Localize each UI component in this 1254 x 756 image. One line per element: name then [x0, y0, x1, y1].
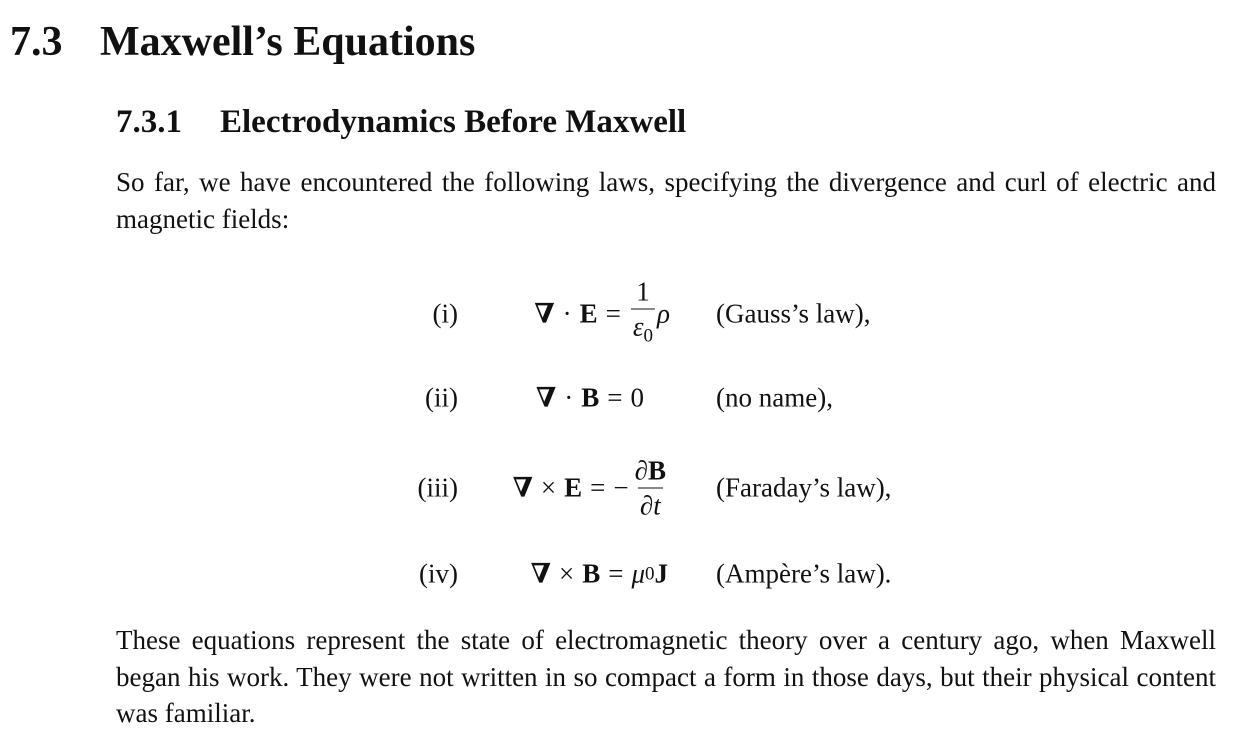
intro-paragraph: So far, we have encountered the following laws, specifying the divergence and curl of electric and magnetic fields: [116, 167, 1216, 234]
equation-label: (iv) [419, 558, 458, 589]
subscript: 0 [645, 563, 655, 584]
subsection-title: Electrodynamics Before Maxwell [220, 104, 687, 140]
equals-sign: = [605, 298, 621, 329]
cross-operator: × [558, 558, 575, 589]
outro-paragraph: These equations represent the state of electromagnetic theory over a century ago, when Maxwell began his work. They were not written in so compact a form in those days, but their physical content was familiar. [116, 625, 1216, 728]
rho-symbol: ρ [657, 298, 670, 329]
rhs-value: 0 [630, 382, 644, 413]
equation-label: (iii) [417, 472, 458, 503]
equation-label: (ii) [425, 382, 458, 413]
fraction-numerator [633, 456, 668, 488]
subscript: 0 [643, 325, 654, 347]
field-symbol: E [564, 472, 583, 503]
equation-label: (i) [432, 298, 458, 329]
fraction [633, 456, 668, 521]
subsection-number: 7.3.1 [116, 104, 182, 140]
equation-name: (no name), [716, 382, 833, 413]
equation-name: (Ampère’s law). [716, 558, 892, 589]
fraction-denominator [631, 309, 655, 352]
equation-name: (Faraday’s law), [716, 472, 892, 503]
section-heading [10, 14, 475, 70]
nabla-symbol: ∇ [534, 298, 555, 329]
equation-gauss [534, 277, 670, 352]
equation-faraday-row [0, 448, 1254, 528]
equals-sign: = [608, 558, 624, 589]
fraction-denominator [638, 488, 663, 521]
nabla-symbol: ∇ [535, 382, 557, 413]
fraction [631, 277, 655, 352]
equation-ampere-row [0, 534, 1254, 614]
epsilon-symbol: ε [632, 311, 644, 342]
partial-symbol: ∂ [639, 490, 654, 521]
equation-name: (Gauss’s law), [716, 298, 871, 329]
equation-faraday [513, 456, 670, 521]
dot-operator: · [562, 298, 572, 329]
dot-operator: · [564, 382, 574, 413]
mu-symbol: μ [631, 558, 645, 589]
equation-divergence-b [536, 383, 644, 414]
field-symbol: B [581, 382, 600, 413]
current-density-symbol: J [654, 558, 668, 589]
field-symbol: E [579, 298, 598, 329]
equation-no-name-row [0, 358, 1254, 438]
time-variable: t [653, 490, 661, 521]
minus-sign: − [613, 472, 629, 503]
equals-sign: = [607, 382, 623, 413]
partial-symbol: ∂ [634, 455, 648, 486]
nabla-symbol: ∇ [512, 472, 533, 503]
nabla-symbol: ∇ [530, 558, 551, 589]
section-number: 7.3 [10, 19, 63, 65]
equals-sign: = [590, 472, 606, 503]
section-title: Maxwell’s Equations [100, 19, 476, 65]
field-symbol: B [582, 558, 601, 589]
fraction-numerator: 1 [636, 276, 650, 307]
subsection-heading [116, 100, 686, 144]
equation-ampere [531, 559, 668, 590]
field-symbol: B [647, 455, 666, 486]
cross-operator: × [540, 472, 557, 503]
equation-gauss-row [0, 274, 1254, 354]
